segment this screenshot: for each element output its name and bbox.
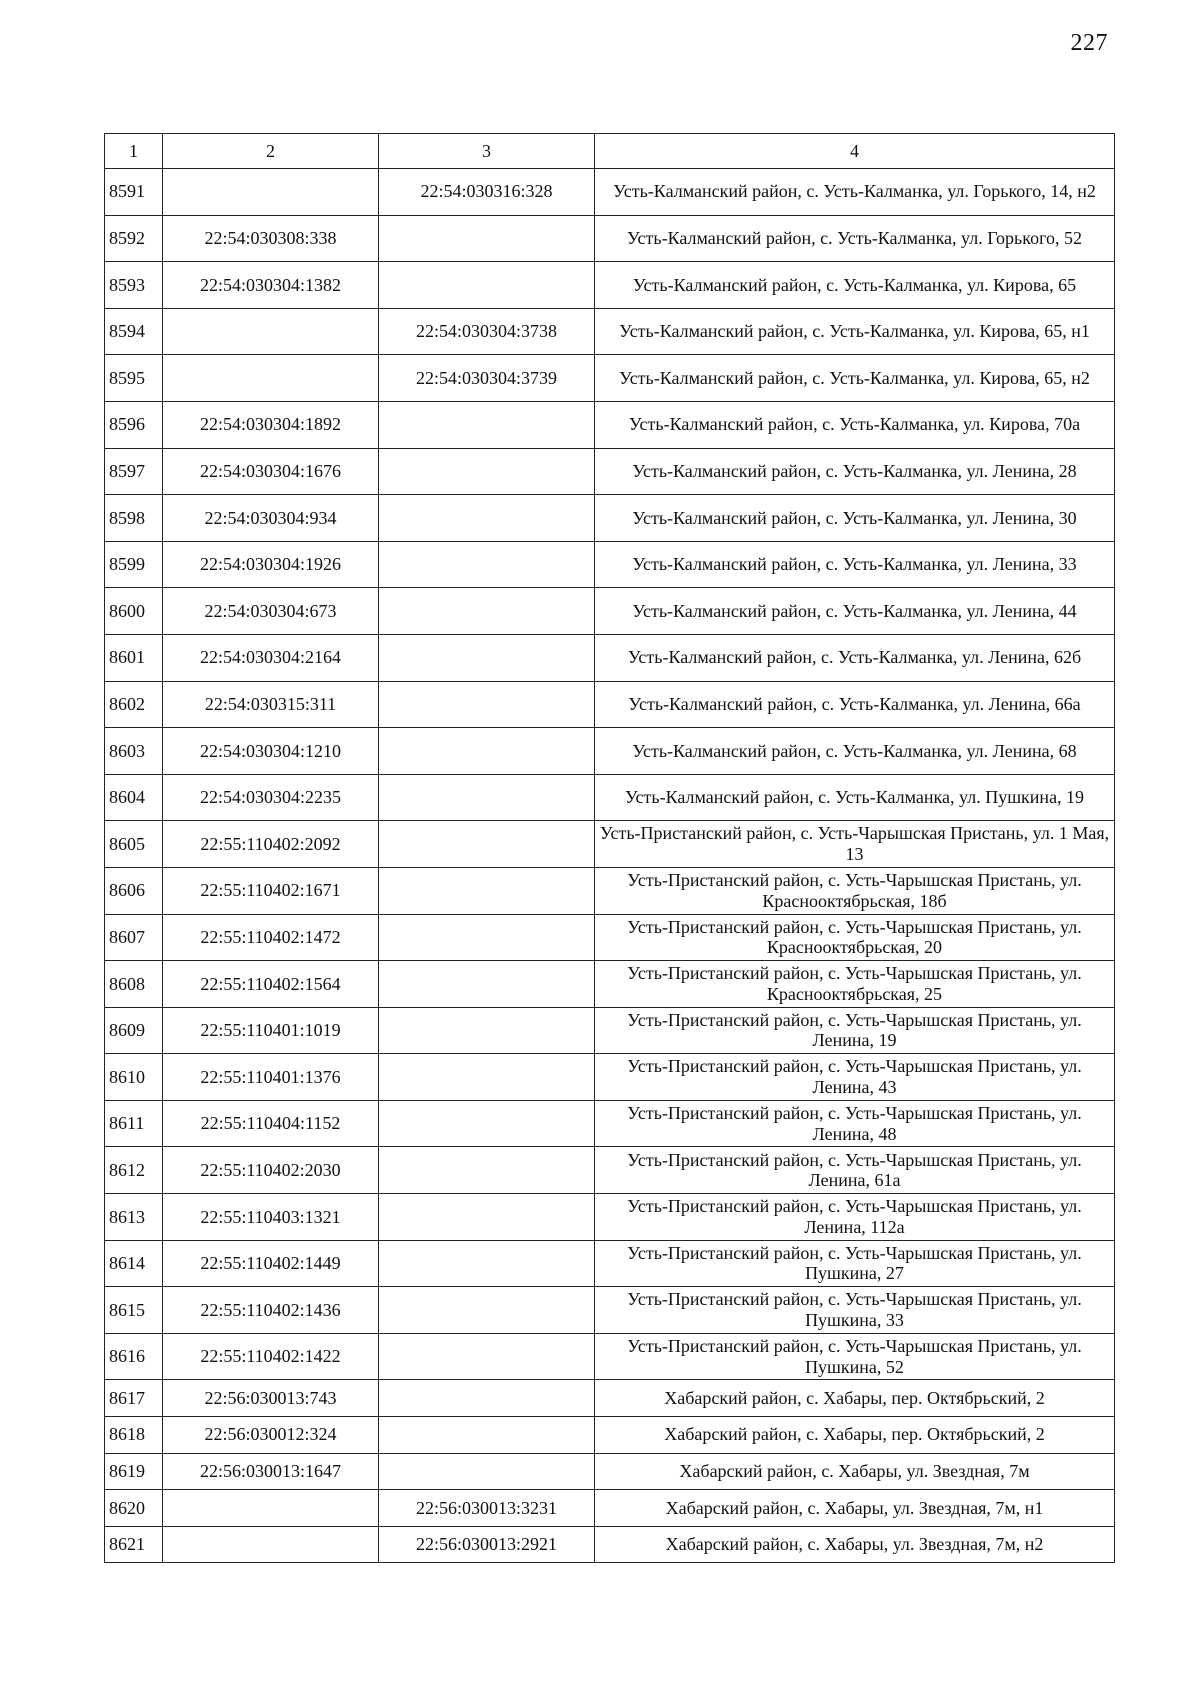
cadastral-number-col2 [163, 308, 379, 355]
table-row [105, 1287, 1115, 1334]
row-number: 8620 [105, 1490, 163, 1527]
address: Усть-Пристанский район, с. Усть-Чарышская Пристань, ул. Пушкина, 52 [595, 1333, 1115, 1380]
row-number: 8616 [105, 1333, 163, 1380]
row-number: 8612 [105, 1147, 163, 1194]
address: Усть-Пристанский район, с. Усть-Чарышская Пристань, ул. Краснооктябрьская, 20 [595, 914, 1115, 961]
table-row [105, 867, 1115, 914]
address: Хабарский район, с. Хабары, пер. Октябрьский, 2 [595, 1380, 1115, 1417]
table-row [105, 728, 1115, 775]
table-row [105, 588, 1115, 635]
table-row [105, 681, 1115, 728]
address: Усть-Калманский район, с. Усть-Калманка, ул. Ленина, 44 [595, 588, 1115, 635]
registry-table [104, 133, 1115, 1563]
cadastral-number-col3: 22:56:030013:3231 [379, 1490, 595, 1527]
cadastral-number-col2: 22:54:030304:934 [163, 495, 379, 542]
address: Усть-Пристанский район, с. Усть-Чарышская Пристань, ул. Краснооктябрьская, 18б [595, 867, 1115, 914]
address: Усть-Калманский район, с. Усть-Калманка, ул. Ленина, 66а [595, 681, 1115, 728]
header-row [105, 134, 1115, 169]
row-number: 8593 [105, 262, 163, 309]
row-number: 8607 [105, 914, 163, 961]
column-header-1: 1 [105, 134, 163, 169]
address: Усть-Пристанский район, с. Усть-Чарышская Пристань, ул. Краснооктябрьская, 25 [595, 961, 1115, 1008]
address: Хабарский район, с. Хабары, ул. Звездная, 7м, н2 [595, 1526, 1115, 1563]
address: Усть-Калманский район, с. Усть-Калманка, ул. Кирова, 65, н1 [595, 308, 1115, 355]
cadastral-number-col2: 22:54:030304:1210 [163, 728, 379, 775]
cadastral-number-col3 [379, 1054, 595, 1101]
cadastral-number-col3 [379, 1380, 595, 1417]
row-number: 8591 [105, 169, 163, 216]
cadastral-number-col3 [379, 448, 595, 495]
table-row [105, 1147, 1115, 1194]
cadastral-number-col2: 22:55:110401:1019 [163, 1007, 379, 1054]
cadastral-number-col3: 22:54:030316:328 [379, 169, 595, 216]
cadastral-number-col3: 22:56:030013:2921 [379, 1526, 595, 1563]
cadastral-number-col3: 22:54:030304:3738 [379, 308, 595, 355]
cadastral-number-col3 [379, 1287, 595, 1334]
column-header-2: 2 [163, 134, 379, 169]
address: Усть-Пристанский район, с. Усть-Чарышская Пристань, ул. Пушкина, 27 [595, 1240, 1115, 1287]
row-number: 8605 [105, 821, 163, 868]
cadastral-number-col2: 22:55:110402:1472 [163, 914, 379, 961]
table-row [105, 495, 1115, 542]
address: Усть-Калманский район, с. Усть-Калманка, ул. Пушкина, 19 [595, 774, 1115, 821]
row-number: 8594 [105, 308, 163, 355]
address: Усть-Пристанский район, с. Усть-Чарышская Пристань, ул. Ленина, 112а [595, 1194, 1115, 1241]
table-row [105, 634, 1115, 681]
address: Усть-Пристанский район, с. Усть-Чарышская Пристань, ул. 1 Мая, 13 [595, 821, 1115, 868]
row-number: 8618 [105, 1417, 163, 1454]
table-body [105, 169, 1115, 1563]
table-row [105, 1007, 1115, 1054]
table-row [105, 541, 1115, 588]
cadastral-number-col3 [379, 1453, 595, 1490]
table-row [105, 821, 1115, 868]
cadastral-number-col2: 22:56:030013:1647 [163, 1453, 379, 1490]
row-number: 8601 [105, 634, 163, 681]
cadastral-number-col3 [379, 728, 595, 775]
cadastral-number-col3 [379, 262, 595, 309]
row-number: 8603 [105, 728, 163, 775]
address: Усть-Калманский район, с. Усть-Калманка, ул. Ленина, 28 [595, 448, 1115, 495]
cadastral-number-col3 [379, 495, 595, 542]
table-row [105, 401, 1115, 448]
cadastral-number-col2: 22:55:110403:1321 [163, 1194, 379, 1241]
address: Усть-Пристанский район, с. Усть-Чарышская Пристань, ул. Ленина, 61а [595, 1147, 1115, 1194]
table-row [105, 774, 1115, 821]
address: Усть-Пристанский район, с. Усть-Чарышская Пристань, ул. Ленина, 48 [595, 1100, 1115, 1147]
address: Хабарский район, с. Хабары, ул. Звездная, 7м [595, 1453, 1115, 1490]
cadastral-number-col3 [379, 1240, 595, 1287]
cadastral-number-col2: 22:55:110402:1422 [163, 1333, 379, 1380]
cadastral-number-col2 [163, 355, 379, 402]
address: Хабарский район, с. Хабары, ул. Звездная, 7м, н1 [595, 1490, 1115, 1527]
row-number: 8609 [105, 1007, 163, 1054]
table-row [105, 961, 1115, 1008]
table-row [105, 1526, 1115, 1563]
cadastral-number-col3 [379, 961, 595, 1008]
address: Хабарский район, с. Хабары, пер. Октябрьский, 2 [595, 1417, 1115, 1454]
address: Усть-Калманский район, с. Усть-Калманка, ул. Кирова, 65, н2 [595, 355, 1115, 402]
cadastral-number-col3 [379, 401, 595, 448]
cadastral-number-col3 [379, 867, 595, 914]
cadastral-number-col3 [379, 541, 595, 588]
table-row [105, 1240, 1115, 1287]
cadastral-number-col3 [379, 1194, 595, 1241]
table-row [105, 914, 1115, 961]
table-row [105, 448, 1115, 495]
row-number: 8614 [105, 1240, 163, 1287]
cadastral-number-col3 [379, 634, 595, 681]
cadastral-number-col3 [379, 821, 595, 868]
column-header-3: 3 [379, 134, 595, 169]
table-row [105, 1100, 1115, 1147]
cadastral-number-col2 [163, 1490, 379, 1527]
row-number: 8615 [105, 1287, 163, 1334]
cadastral-number-col3 [379, 1100, 595, 1147]
address: Усть-Калманский район, с. Усть-Калманка, ул. Горького, 14, н2 [595, 169, 1115, 216]
table-row [105, 1054, 1115, 1101]
row-number: 8600 [105, 588, 163, 635]
cadastral-number-col3: 22:54:030304:3739 [379, 355, 595, 402]
cadastral-number-col3 [379, 588, 595, 635]
row-number: 8611 [105, 1100, 163, 1147]
table-row [105, 355, 1115, 402]
cadastral-number-col3 [379, 1147, 595, 1194]
address: Усть-Калманский район, с. Усть-Калманка, ул. Горького, 52 [595, 215, 1115, 262]
cadastral-number-col3 [379, 774, 595, 821]
row-number: 8602 [105, 681, 163, 728]
address: Усть-Пристанский район, с. Усть-Чарышская Пристань, ул. Ленина, 43 [595, 1054, 1115, 1101]
table-row [105, 1380, 1115, 1417]
row-number: 8617 [105, 1380, 163, 1417]
address: Усть-Пристанский район, с. Усть-Чарышская Пристань, ул. Пушкина, 33 [595, 1287, 1115, 1334]
column-header-4: 4 [595, 134, 1115, 169]
row-number: 8596 [105, 401, 163, 448]
cadastral-number-col2: 22:55:110402:1671 [163, 867, 379, 914]
address: Усть-Калманский район, с. Усть-Калманка, ул. Ленина, 30 [595, 495, 1115, 542]
cadastral-number-col2: 22:55:110401:1376 [163, 1054, 379, 1101]
cadastral-number-col2: 22:54:030304:2164 [163, 634, 379, 681]
address: Усть-Калманский район, с. Усть-Калманка, ул. Ленина, 68 [595, 728, 1115, 775]
cadastral-number-col3 [379, 914, 595, 961]
table-row [105, 262, 1115, 309]
table-row [105, 1417, 1115, 1454]
cadastral-number-col2: 22:55:110402:1449 [163, 1240, 379, 1287]
cadastral-number-col2: 22:55:110402:1564 [163, 961, 379, 1008]
cadastral-number-col3 [379, 1007, 595, 1054]
cadastral-number-col2: 22:54:030308:338 [163, 215, 379, 262]
cadastral-number-col2: 22:55:110402:2030 [163, 1147, 379, 1194]
row-number: 8597 [105, 448, 163, 495]
row-number: 8610 [105, 1054, 163, 1101]
table-row [105, 215, 1115, 262]
cadastral-number-col2: 22:55:110402:1436 [163, 1287, 379, 1334]
cadastral-number-col2: 22:54:030304:1892 [163, 401, 379, 448]
cadastral-number-col2: 22:54:030304:1926 [163, 541, 379, 588]
cadastral-number-col2 [163, 1526, 379, 1563]
cadastral-number-col2 [163, 169, 379, 216]
cadastral-number-col3 [379, 681, 595, 728]
table-row [105, 1453, 1115, 1490]
row-number: 8606 [105, 867, 163, 914]
table-row [105, 169, 1115, 216]
address: Усть-Калманский район, с. Усть-Калманка, ул. Кирова, 70а [595, 401, 1115, 448]
cadastral-number-col2: 22:55:110402:2092 [163, 821, 379, 868]
cadastral-number-col2: 22:56:030012:324 [163, 1417, 379, 1454]
row-number: 8598 [105, 495, 163, 542]
cadastral-number-col2: 22:54:030304:673 [163, 588, 379, 635]
table-row [105, 308, 1115, 355]
address: Усть-Калманский район, с. Усть-Калманка, ул. Ленина, 62б [595, 634, 1115, 681]
page-number: 227 [1070, 30, 1108, 56]
row-number: 8592 [105, 215, 163, 262]
row-number: 8608 [105, 961, 163, 1008]
cadastral-number-col3 [379, 215, 595, 262]
cadastral-number-col2: 22:54:030304:1676 [163, 448, 379, 495]
table-row [105, 1333, 1115, 1380]
cadastral-number-col2: 22:56:030013:743 [163, 1380, 379, 1417]
row-number: 8613 [105, 1194, 163, 1241]
cadastral-number-col2: 22:55:110404:1152 [163, 1100, 379, 1147]
row-number: 8604 [105, 774, 163, 821]
cadastral-number-col2: 22:54:030304:1382 [163, 262, 379, 309]
address: Усть-Пристанский район, с. Усть-Чарышская Пристань, ул. Ленина, 19 [595, 1007, 1115, 1054]
table-row [105, 1194, 1115, 1241]
cadastral-number-col3 [379, 1333, 595, 1380]
row-number: 8621 [105, 1526, 163, 1563]
row-number: 8619 [105, 1453, 163, 1490]
address: Усть-Калманский район, с. Усть-Калманка, ул. Кирова, 65 [595, 262, 1115, 309]
cadastral-number-col2: 22:54:030315:311 [163, 681, 379, 728]
row-number: 8599 [105, 541, 163, 588]
row-number: 8595 [105, 355, 163, 402]
table-row [105, 1490, 1115, 1527]
cadastral-number-col3 [379, 1417, 595, 1454]
cadastral-number-col2: 22:54:030304:2235 [163, 774, 379, 821]
address: Усть-Калманский район, с. Усть-Калманка, ул. Ленина, 33 [595, 541, 1115, 588]
